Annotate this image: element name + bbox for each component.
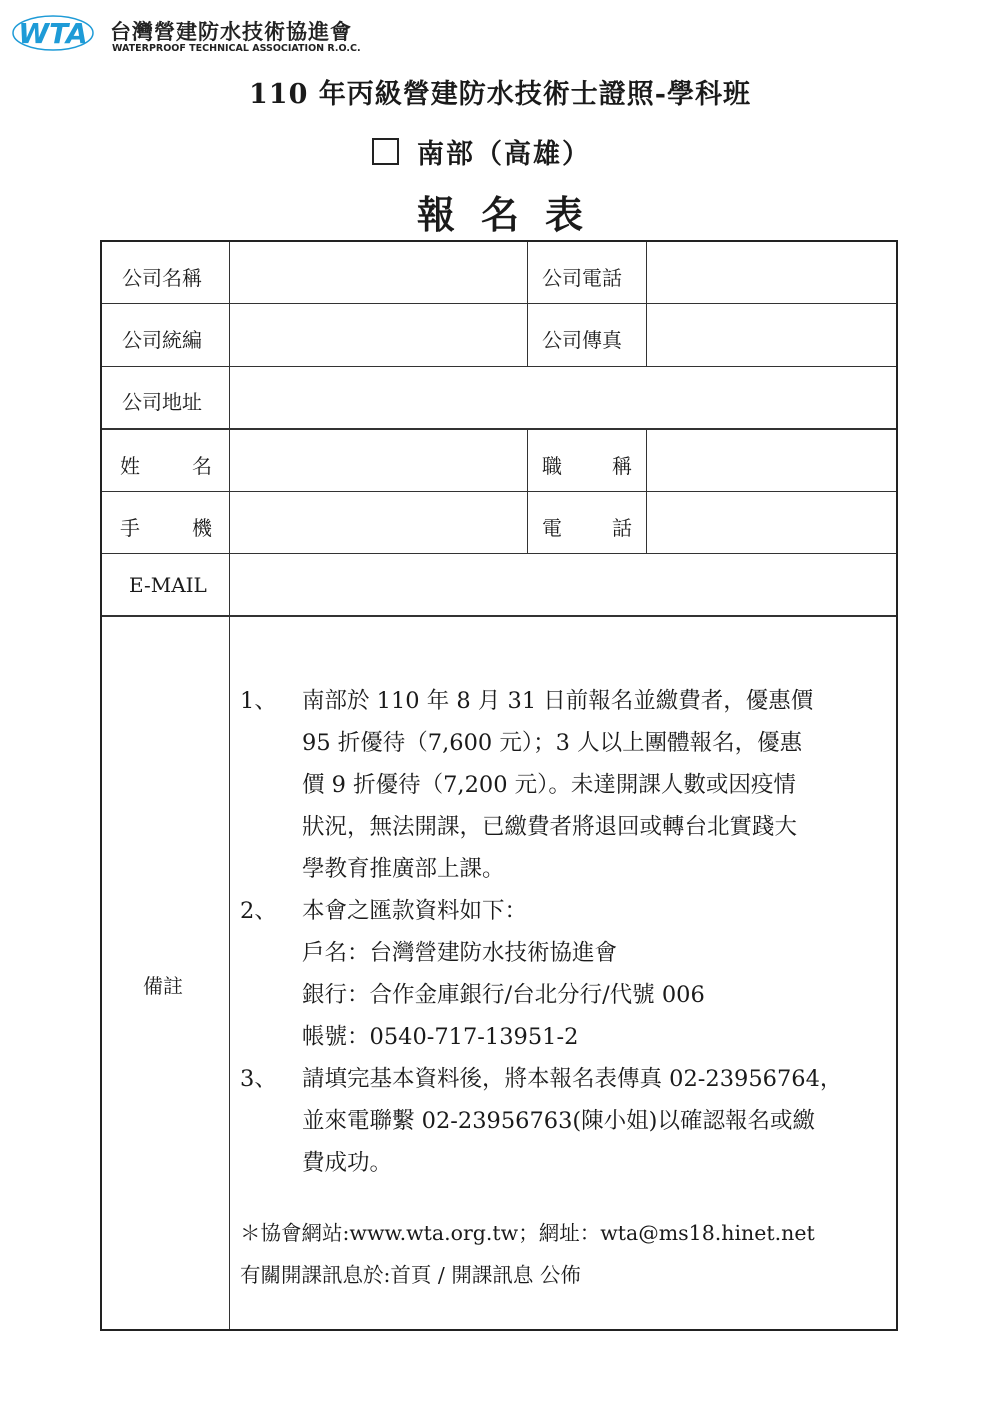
wta-logo-icon xyxy=(12,14,94,52)
mobile-label-char-2: 機 xyxy=(192,516,212,540)
company-name-label: 公司名稱 xyxy=(122,266,202,290)
phone-label-char-2: 話 xyxy=(612,516,632,540)
note-item xyxy=(240,1058,890,1184)
footer-info xyxy=(240,1212,815,1296)
name-label-char-1: 姓 xyxy=(120,454,140,478)
phone-field[interactable] xyxy=(647,492,895,553)
row-divider xyxy=(102,615,896,617)
job-title-field[interactable] xyxy=(647,430,895,491)
note-line: 本會之匯款資料如下： xyxy=(302,898,528,924)
note-number: 2、 xyxy=(240,898,277,924)
mobile-label-char-1: 手 xyxy=(120,516,140,540)
note-line: 南部於 110 年 8 月 31 日前報名並繳費者，優惠價 xyxy=(302,688,814,714)
note-line: 帳號：0540-717-13951-2 xyxy=(302,1024,579,1050)
job-title-label-char-1: 職 xyxy=(542,454,562,478)
note-number: 3、 xyxy=(240,1066,277,1092)
remarks-notes xyxy=(240,680,890,1184)
note-line: 請填完基本資料後，將本報名表傳真 02-23956764， xyxy=(302,1066,843,1092)
note-line: 並來電聯繫 02-23956763(陳小姐)以確認報名或繳 xyxy=(302,1108,815,1134)
note-line: 價 9 折優待（7,200 元）。未達開課人數或因疫情 xyxy=(302,772,796,798)
course-info-line: 有關開課訊息於:首頁 / 開課訊息 公佈 xyxy=(240,1263,581,1287)
website-line: ＊協會網站:www.wta.org.tw；網址：wta@ms18.hinet.net xyxy=(240,1221,815,1245)
form-title: 報名表 xyxy=(416,192,609,237)
job-title-label-char-2: 稱 xyxy=(612,454,632,478)
note-line: 費成功。 xyxy=(302,1150,393,1176)
column-divider xyxy=(527,428,528,553)
association-name-en: WATERPROOF TECHNICAL ASSOCIATION R.O.C. xyxy=(112,43,361,54)
phone-label-char-1: 電 xyxy=(542,516,562,540)
company-phone-field[interactable] xyxy=(647,242,895,303)
company-address-field[interactable] xyxy=(230,367,895,428)
association-logo xyxy=(12,14,361,56)
company-tax-id-label: 公司統編 xyxy=(122,328,202,352)
note-line: 戶名：台灣營建防水技術協進會 xyxy=(302,940,618,966)
region-label: 南部（高雄） xyxy=(417,138,591,170)
logo-mark-text: WTA xyxy=(18,17,88,50)
column-divider xyxy=(527,242,528,366)
course-title: 110 年丙級營建防水技術士證照-學科班 xyxy=(249,79,751,110)
company-fax-label: 公司傳真 xyxy=(542,328,622,352)
region-checkbox[interactable] xyxy=(372,138,399,165)
registration-form xyxy=(100,240,898,1331)
company-tax-id-field[interactable] xyxy=(230,304,526,366)
company-address-label: 公司地址 xyxy=(122,390,202,414)
email-field[interactable] xyxy=(230,554,895,615)
note-item xyxy=(240,890,890,1058)
company-fax-field[interactable] xyxy=(647,304,895,366)
name-label-char-2: 名 xyxy=(192,454,212,478)
note-item xyxy=(240,680,890,890)
company-name-field[interactable] xyxy=(230,242,526,303)
note-line: 銀行：合作金庫銀行/台北分行/代號 006 xyxy=(302,982,705,1008)
note-line: 95 折優待（7,600 元）；3 人以上團體報名，優惠 xyxy=(302,730,803,756)
remarks-label: 備註 xyxy=(143,974,183,998)
association-name-cn: 台灣營建防水技術協進會 xyxy=(110,20,352,44)
company-phone-label: 公司電話 xyxy=(542,266,622,290)
note-number: 1、 xyxy=(240,688,277,714)
mobile-field[interactable] xyxy=(230,492,526,553)
note-line: 狀況，無法開課，已繳費者將退回或轉台北實踐大 xyxy=(302,814,798,840)
email-label: E-MAIL xyxy=(129,573,207,597)
region-option[interactable] xyxy=(372,133,591,169)
note-line: 學教育推廣部上課。 xyxy=(302,856,505,882)
name-field[interactable] xyxy=(230,430,526,491)
